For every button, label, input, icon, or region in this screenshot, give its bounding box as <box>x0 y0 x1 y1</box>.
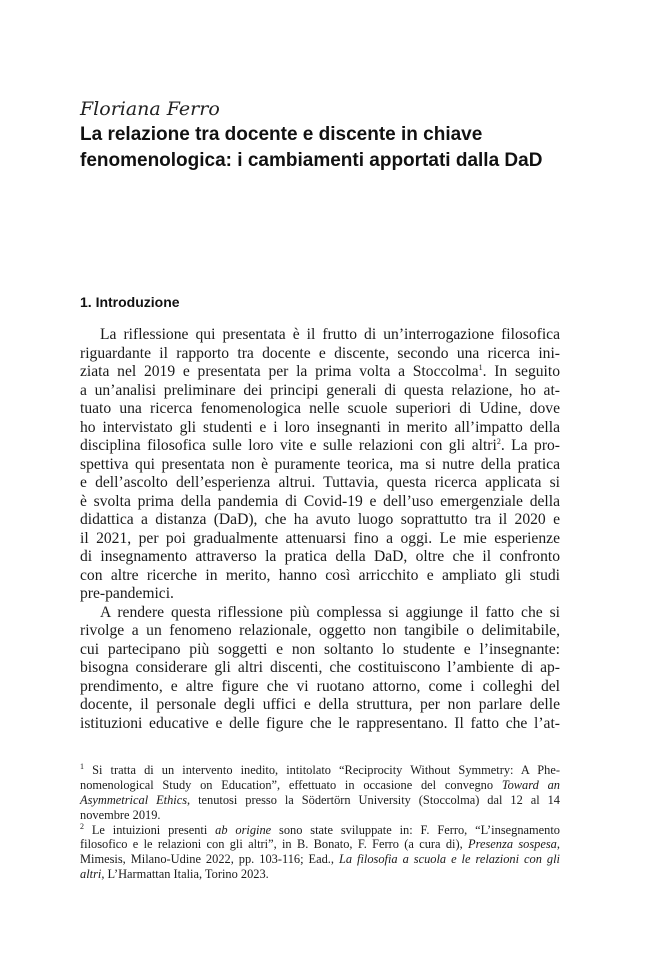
body-line: pre-pandemici. <box>80 585 174 602</box>
footnotes <box>80 763 560 882</box>
body-line: con altre ricerche in merito, hanno così arricchito e ampliato gli studi <box>80 566 560 584</box>
page <box>80 0 560 956</box>
body-line: A rendere questa riflessione più complessa si aggiunge il fatto che si <box>100 603 560 621</box>
author-name: Floriana Ferro <box>80 98 220 120</box>
body-line: ziata nel 2019 e presentata per la prima volta a Stoccolma$^1$. In seguito <box>80 362 560 380</box>
body-line: cui partecipano più soggetti e non soltanto lo studente e l’insegnante: <box>80 640 560 658</box>
body-line: rivolge a un fenomeno relazionale, oggetto non tangibile o delimitabile, <box>80 622 560 639</box>
body-line: bisogna considerare gli altri discenti, che costituiscono l’ambiente di ap- <box>80 659 560 676</box>
footnote-marker[interactable]: 2 <box>496 436 501 446</box>
body-line: istituzioni educative e delle figure che le rappresentano. Il fatto che l’at- <box>80 714 560 732</box>
footnote-1-line: novembre 2019. <box>80 807 161 822</box>
body-line: e dell’ascolto dell’esperienza altrui. Tuttavia, questa ricerca applicata si <box>80 474 560 491</box>
body-line: ho intervistato gli studenti e i loro insegnanti in merito all’impatto della <box>80 418 560 436</box>
chapter-title-line: La relazione tra docente e discente in chiave <box>80 124 483 145</box>
body-line: docente, il personale degli uffici e della struttura, per non parlare delle <box>80 696 560 713</box>
body-line: il 2021, per poi gradualmente attenuarsi fino a oggi. Le mie esperienze <box>80 529 560 547</box>
footnote-1-line: Asymmetrical Ethics, tenutosi presso la Södertörn University (Stoccolma) dal 12 al 14 <box>80 792 560 807</box>
footnote-2-marker: 2 <box>80 821 84 831</box>
footnote-1-line: nomenological Study on Education”, effettuato in occasione del convegno Toward an <box>80 777 560 792</box>
body-text <box>80 326 560 733</box>
footnote-marker[interactable]: 1 <box>478 362 483 372</box>
body-line: didattica a distanza (DaD), che ha avuto luogo soprattutto tra il 2020 e <box>80 511 560 528</box>
footnote-2-line: Mimesis, Milano-Udine 2022, pp. 103-116; Ead., La filosofia a scuola e le relazioni con gli <box>80 852 560 867</box>
body-line: tuato una ricerca fenomenologica nelle scuole superiori di Udine, dove <box>80 400 560 417</box>
footnote-2-line: filosofico e le relazioni con gli altri”, in B. Bonato, F. Ferro (a cura di), Presenza sospesa, <box>80 837 560 852</box>
body-line: è svolta prima della pandemia di Covid-19 e dell’uso emergenziale della <box>80 492 560 510</box>
body-line: prendimento, e altre figure che vi ruotano attorno, come i colleghi del <box>80 677 560 695</box>
body-line: riguardante il rapporto tra docente e discente, secondo una ricerca ini- <box>80 344 560 362</box>
chapter-title <box>80 122 560 174</box>
body-line: spettiva qui presentata non è puramente teorica, ma si nutre della pratica <box>80 455 560 473</box>
body-line: di insegnamento attraverso la pratica della DaD, oltre che il confronto <box>80 548 560 565</box>
footnote-1-line: $^1$ Si tratta di un intervento inedito, intitolato “Reciprocity Without Symmetry: A Phe- <box>80 761 560 777</box>
body-line: disciplina filosofica sulle loro vite e sulle relazioni con gli altri$^2$. La pro- <box>80 436 561 454</box>
body-line: La riflessione qui presentata è il frutto di un’interrogazione filosofica <box>100 326 560 343</box>
section-heading: 1. Introduzione <box>80 294 180 310</box>
footnote-2-line: $^2$ Le intuizioni presenti ab origine sono state sviluppate in: F. Ferro, “L’insegnamento <box>80 821 560 837</box>
chapter-title-line: fenomenologica: i cambiamenti apportati dalla DaD <box>80 150 543 171</box>
footnote-2-line: altri, L’Harmattan Italia, Torino 2023. <box>80 867 269 882</box>
body-line: a un’analisi preliminare dei principi generali di questa relazione, ho at- <box>80 381 560 399</box>
footnote-1-marker: 1 <box>80 761 84 771</box>
